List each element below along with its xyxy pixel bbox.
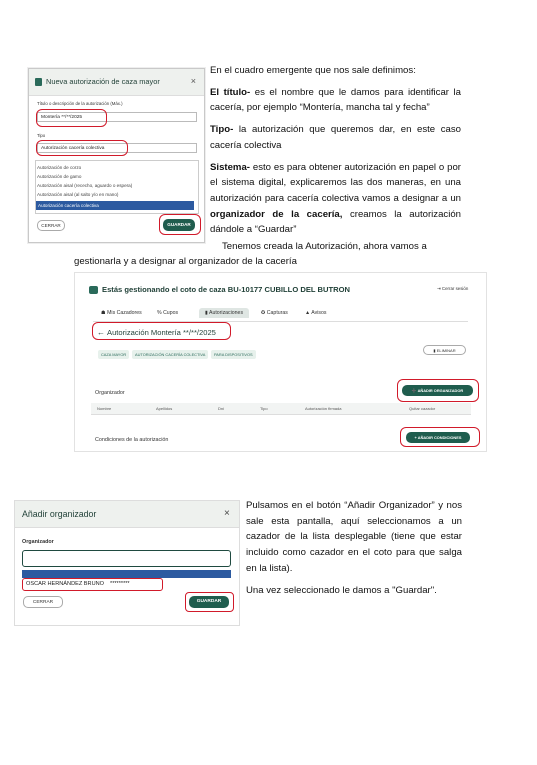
organizer-select[interactable]: [22, 550, 231, 567]
logout-link[interactable]: [437, 286, 468, 292]
delete-label: ELIMINAR: [436, 348, 456, 353]
pulsamos-paragraph: Pulsamos en el botón “Añadir Organizador” y nos sale esta pantalla, aquí seleccionamos a un cazador de la lista desplegable (tiene que estar incluido como cazador en el coto para que salga en la lista).: [246, 500, 462, 574]
col-quitar-cazador: Quitar cazador: [409, 406, 436, 411]
option-highlight: [22, 578, 163, 591]
option-aisal-salto[interactable]: Autorización aisal (al salto y/o en mano): [37, 192, 119, 197]
type-select[interactable]: Autorización cacería colectiva: [37, 143, 197, 153]
tab-label: Capturas: [266, 310, 288, 316]
cancel-button[interactable]: CERRAR: [23, 596, 63, 608]
gear-icon: ✪: [261, 310, 267, 316]
add-user-icon: ➕: [411, 388, 418, 393]
explanation-text: [210, 63, 461, 244]
save-highlight: [185, 592, 234, 612]
col-apellidos: Apellidos: [156, 406, 173, 411]
conditions-heading: Condiciones de la autorización: [95, 437, 169, 443]
save-button[interactable]: GUARDAR: [189, 596, 229, 608]
type-highlight: [36, 140, 128, 156]
hunters-icon: ☗: [101, 310, 108, 316]
document-icon: [35, 78, 42, 86]
tenemos-line1: Tenemos creada la Autorización, ahora vamos a: [222, 241, 427, 252]
trash-icon: ▮: [433, 348, 437, 353]
cancel-button[interactable]: CERRAR: [37, 220, 65, 231]
option-corzo[interactable]: Autorización de corzo: [37, 165, 82, 170]
tab-avisos[interactable]: [305, 310, 326, 316]
tab-label: Mis Cazadores: [107, 310, 142, 316]
tab-autorizaciones[interactable]: [199, 308, 249, 318]
col-autorizacion-firmada: Autorización firmada: [305, 406, 342, 411]
type-field-label: Tipo: [37, 133, 46, 138]
tab-cupos[interactable]: [157, 310, 178, 316]
logout-icon: ⇥: [437, 286, 442, 291]
chip-caceria-colectiva: AUTORIZACIÓN CACERÍA COLECTIVA: [132, 350, 208, 359]
col-tipo: Tipo: [260, 406, 268, 411]
modal-header: [29, 69, 204, 96]
warning-icon: ▲: [305, 310, 312, 316]
tab-mis-cazadores[interactable]: [101, 310, 142, 316]
sistema-text: esto es para obtener autorización en papel o por el sistema digital, explicaremos las dos maneras, en una autorización para cacería colectiva vamos a designar a un: [210, 161, 461, 204]
new-authorization-modal: [28, 68, 205, 243]
coto-header: Estás gestionando el coto de caza BU-10177 CUBILLO DEL BUTRON: [102, 285, 350, 294]
titulo-paragraph: [210, 85, 461, 116]
save-highlight: [159, 214, 201, 235]
close-icon[interactable]: ×: [224, 508, 230, 519]
sistema-end: creamos la autorización dándole a “Guardar”: [210, 208, 462, 236]
title-input[interactable]: Montería **/**/2025: [37, 112, 197, 122]
organizer-field-label: Organizador: [22, 539, 54, 545]
title-field-label: Título o descripción de la autorización (Máx.): [37, 101, 123, 106]
option-gamo[interactable]: Autorización de gamo: [37, 174, 82, 179]
sistema-label: Sistema-: [210, 161, 250, 173]
intro-paragraph: En el cuadro emergente que nos sale definimos:: [210, 65, 416, 76]
tenemos-line2: gestionarla y a designar al organizador de la cacería: [74, 256, 297, 267]
tab-bar: [93, 308, 468, 322]
tab-label: Cupos: [163, 310, 179, 316]
tab-label: Avisos: [311, 310, 327, 316]
option-aisal-rececho[interactable]: Autorización aisal (rececho, aguardo o espera): [37, 183, 133, 188]
tipo-text: la autorización que queremos dar, en este caso cacería colectiva: [210, 124, 461, 151]
instructions-text: [246, 498, 462, 604]
titulo-label: El título-: [210, 86, 251, 98]
organizer-option-name: OSCAR HERNÁNDEZ BRUNO: [26, 581, 105, 587]
percent-icon: %: [157, 310, 164, 316]
una-vez-paragraph: Una vez seleccionado le damos a "Guardar".: [246, 584, 437, 596]
organizer-heading: Organizador: [95, 390, 125, 396]
binoculars-icon: [89, 286, 98, 294]
chip-dispositivos: PARA DISPOSITIVOS: [211, 350, 256, 359]
chip-caza-mayor: CAZA MAYOR: [98, 350, 129, 359]
tipo-label: Tipo-: [210, 124, 234, 136]
modal-title: Nueva autorización de caza mayor: [46, 77, 160, 86]
tipo-paragraph: [210, 122, 461, 153]
delete-button[interactable]: [423, 345, 466, 355]
col-dni: Dni: [218, 406, 225, 411]
logout-label: Cerrar sesión: [441, 286, 469, 291]
plus-icon: +: [414, 435, 418, 440]
option-caceria-colectiva[interactable]: Autorización cacería colectiva: [36, 201, 194, 210]
add-organizer-highlight: [397, 379, 479, 402]
add-organizer-label: AÑADIR ORGANIZADOR: [417, 388, 464, 393]
organizador-bold: organizador de la cacería,: [210, 208, 343, 220]
col-nombre: Nombre: [97, 406, 112, 411]
manage-authorization-screen: [74, 272, 487, 452]
tab-label: Autorizaciones: [209, 310, 244, 316]
modal-title: Añadir organizador: [22, 509, 97, 519]
close-icon[interactable]: ×: [190, 76, 196, 86]
titulo-text: es el nombre que le damos para identificar la cacería, por ejemplo “Montería, mancha tal y fecha”: [210, 86, 461, 114]
document-icon: ▮: [205, 310, 210, 316]
dropdown-selected-row[interactable]: [22, 570, 231, 578]
auth-title-highlight: [92, 322, 231, 340]
authorization-title: Autorización Montería **/**/2025: [107, 328, 216, 337]
add-organizer-modal: [14, 500, 240, 626]
sistema-paragraph: [210, 160, 461, 239]
save-button[interactable]: GUARDAR: [163, 219, 195, 231]
back-arrow-icon[interactable]: ←: [97, 328, 105, 337]
add-conditions-highlight: [400, 427, 480, 447]
tab-capturas[interactable]: [261, 310, 288, 316]
title-highlight: [36, 109, 107, 127]
add-conditions-label: AÑADIR CONDICIONES: [417, 435, 462, 440]
organizer-option-id: *********: [110, 581, 130, 587]
